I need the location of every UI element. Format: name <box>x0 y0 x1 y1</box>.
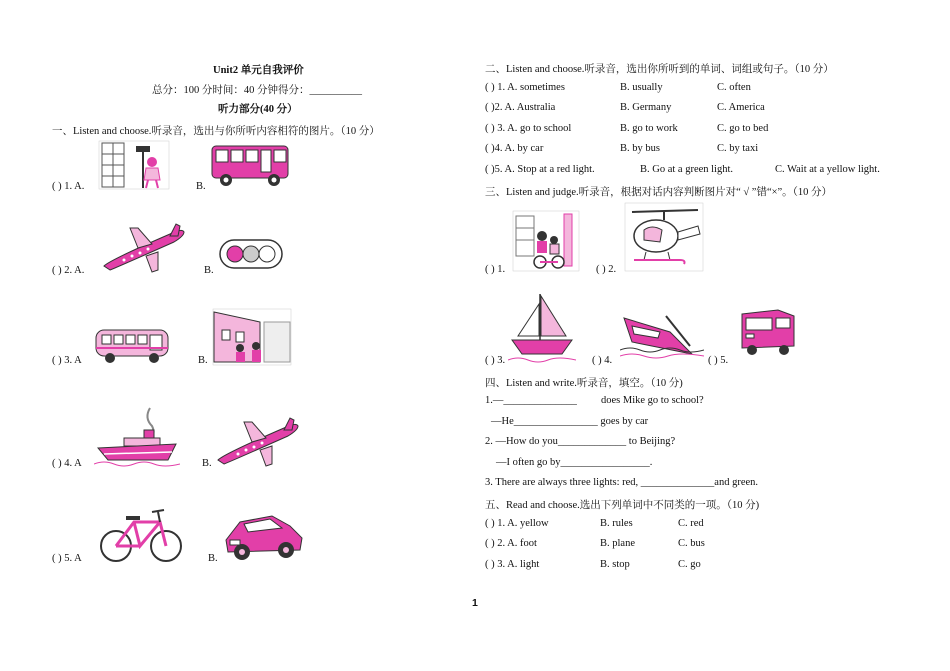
fill-line-1-end: does Mike go to school? <box>601 395 704 406</box>
score-line: 总分：100 分时间：40 分钟得分：__________ <box>152 85 362 96</box>
fill-line-3: 2. —How do you_____________ to Beijing? <box>485 436 676 447</box>
page-title: Unit2 单元自我评价 <box>213 65 304 76</box>
question-5-label: ( ) 5. A <box>52 553 82 564</box>
section-2-q4: ( )4. A. by car <box>485 143 544 154</box>
judge-q2-label: ( ) 2. <box>596 264 617 275</box>
option-c: C. red <box>678 518 704 529</box>
option-b-label: B. <box>198 355 208 366</box>
section-3-heading: 三、Listen and judge.听录音，根据对话内容判断图片对“ √ ”错“×”。（10 分） <box>485 187 833 198</box>
section-5-q3: ( ) 3. A. light <box>485 559 540 570</box>
section-4-heading: 四、Listen and write.听录音，填空。（10 分) <box>485 378 683 389</box>
kids-bike-image <box>512 210 580 272</box>
school-walk-image <box>212 308 292 366</box>
option-c: C. go <box>678 559 701 570</box>
option-b: B. by bus <box>620 143 660 154</box>
question-1-label: ( ) 1. A. <box>52 181 85 192</box>
plane-image <box>100 222 186 274</box>
judge-q4-label: ( ) 4. <box>592 355 613 366</box>
bus-image <box>738 306 798 358</box>
section-5-q2: ( ) 2. A. foot <box>485 538 537 549</box>
bicycle-image <box>96 504 186 564</box>
walking-girl-image <box>98 140 170 190</box>
judge-q1-label: ( ) 1. <box>485 264 506 275</box>
option-c: C. bus <box>678 538 705 549</box>
option-b-label: B. <box>204 265 214 276</box>
option-c: C. go to bed <box>717 123 769 134</box>
question-4-label: ( ) 4. A <box>52 458 82 469</box>
fill-line-2: —He________________ goes by car <box>491 416 649 427</box>
fill-line-4: —I often go by_________________. <box>496 457 653 468</box>
section-2-q5: ( )5. A. Stop at a red light. <box>485 164 595 175</box>
option-b: B. plane <box>600 538 635 549</box>
page-number: 1 <box>472 597 478 609</box>
option-b: B. rules <box>600 518 633 529</box>
sailboat-image <box>508 290 576 364</box>
option-b: B. Germany <box>620 102 672 113</box>
option-c: C. often <box>717 82 751 93</box>
option-b: B. stop <box>600 559 630 570</box>
helicopter-image <box>624 202 704 272</box>
bus-image <box>210 142 292 188</box>
judge-q5-label: ( ) 5. <box>708 355 729 366</box>
option-b: B. Go at a green light. <box>640 164 734 175</box>
option-b-label: B. <box>208 553 218 564</box>
section-2-heading: 二、Listen and choose.听录音，选出你所听到的单词、词组或句子。（10 分） <box>485 64 834 75</box>
question-2-label: ( ) 2. A. <box>52 265 85 276</box>
question-3-label: ( ) 3. A <box>52 355 82 366</box>
option-b-label: B. <box>202 458 212 469</box>
section-1-heading: 一、Listen and choose.听录音，选出与你所听内容相符的图片。（10 分） <box>52 126 380 137</box>
option-b-label: B. <box>196 181 206 192</box>
section-2-q1: ( ) 1. A. sometimes <box>485 82 565 93</box>
option-c: C. America <box>717 102 765 113</box>
car-image <box>220 506 306 562</box>
judge-q3-label: ( ) 3. <box>485 355 506 366</box>
section-2-q2: ( )2. A. Australia <box>485 102 556 113</box>
option-b: B. go to work <box>620 123 678 134</box>
fill-line-1-start: 1.—______________ <box>485 395 577 406</box>
listening-header: 听力部分(40 分） <box>218 104 298 115</box>
section-5-q1: ( ) 1. A. yellow <box>485 518 549 529</box>
option-b: B. usually <box>620 82 663 93</box>
ship-image <box>94 404 180 468</box>
section-2-q3: ( ) 3. A. go to school <box>485 123 572 134</box>
plane-image <box>214 416 300 468</box>
section-5-heading: 五、Read and choose.选出下列单词中不同类的一项。（10 分) <box>485 500 760 511</box>
option-c: C. by taxi <box>717 143 759 154</box>
fill-line-5: 3. There are always three lights: red, ______________and green. <box>485 477 759 488</box>
sinking-ship-image <box>620 306 704 360</box>
option-c: C. Wait at a yellow light. <box>775 164 880 175</box>
tram-image <box>94 322 170 366</box>
traffic-light-image <box>218 234 284 274</box>
